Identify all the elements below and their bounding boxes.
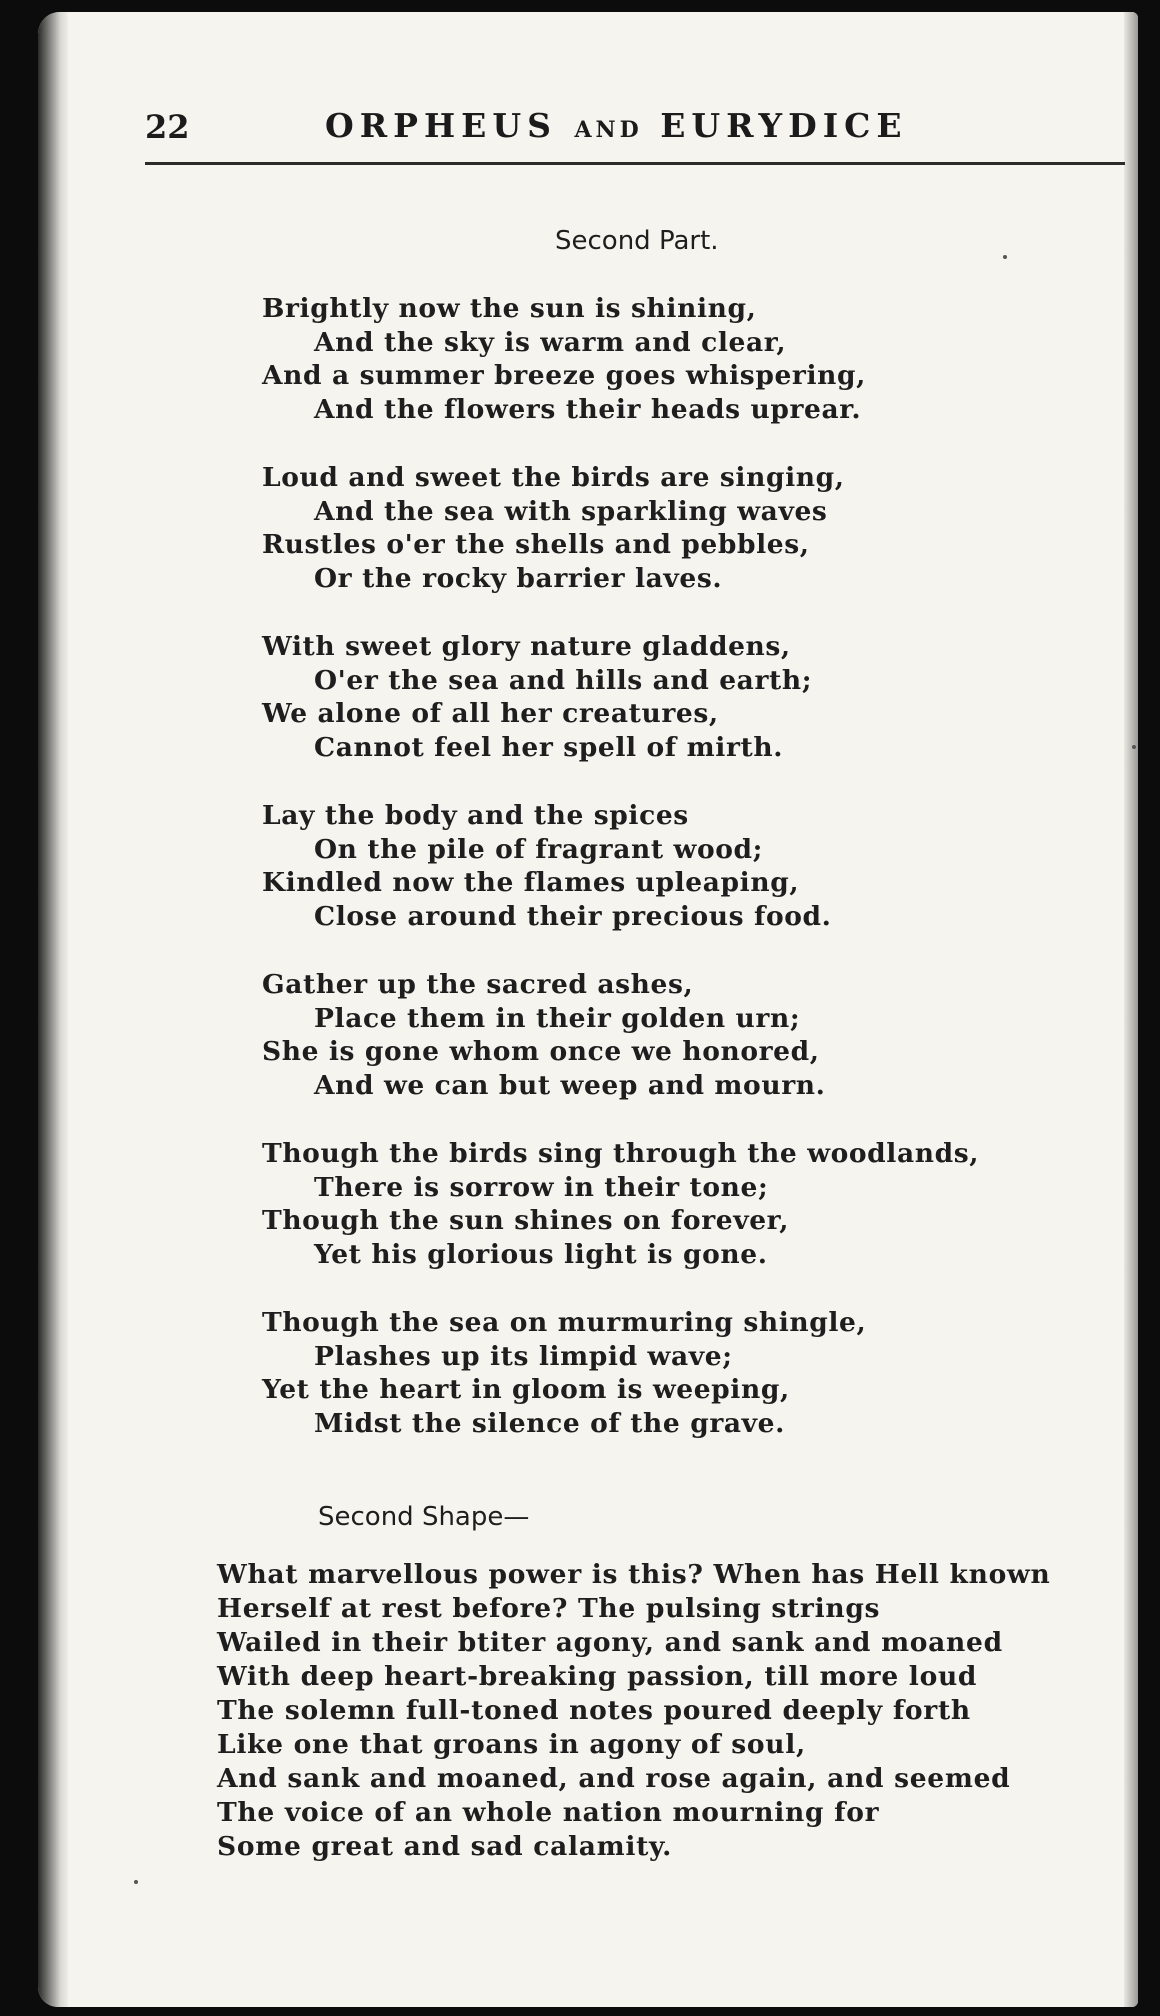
speech-line: Like one that groans in agony of soul,: [217, 1729, 806, 1760]
verse-line: Loud and sweet the birds are singing,: [262, 462, 845, 493]
verse-line: Or the rocky barrier laves.: [314, 562, 723, 594]
stanza: [262, 1137, 1082, 1271]
verse-line: Kindled now the flames upleaping,: [262, 867, 800, 898]
page-number: 22: [145, 108, 190, 146]
speech-text: [217, 1558, 1097, 1864]
header-rule: [145, 162, 1125, 165]
verse-line: With sweet glory nature gladdens,: [262, 631, 791, 662]
verse-line: She is gone whom once we honored,: [262, 1036, 820, 1067]
running-header: [145, 108, 1125, 168]
page-edge-right: [1124, 12, 1138, 2007]
page-edge-left: [38, 12, 68, 2007]
title-word-orpheus: ORPHEUS: [325, 106, 557, 145]
poem-verse: [262, 292, 1082, 1475]
speech-line: Some great and sad calamity.: [217, 1831, 673, 1862]
speech-line: And sank and moaned, and rose again, and seemed: [217, 1763, 1011, 1794]
verse-line: Though the birds sing through the woodlands,: [262, 1138, 980, 1169]
verse-line: Yet the heart in gloom is weeping,: [262, 1374, 790, 1405]
speech-line: The solemn full-toned notes poured deeply forth: [217, 1695, 971, 1726]
verse-line: Though the sea on murmuring shingle,: [262, 1307, 867, 1338]
title-word-and: AND: [574, 117, 643, 143]
speech-line: The voice of an whole nation mourning for: [217, 1797, 880, 1828]
verse-line: And the sea with sparkling waves: [314, 495, 828, 527]
section-title: Second Part.: [555, 226, 719, 256]
speaker-label: Second Shape—: [318, 1502, 530, 1532]
verse-line: Brightly now the sun is shining,: [262, 293, 757, 324]
verse-line: And we can but weep and mourn.: [314, 1069, 826, 1101]
title-word-eurydice: EURYDICE: [660, 106, 908, 145]
verse-line: Lay the body and the spices: [262, 800, 689, 831]
speech-line: With deep heart-breaking passion, till more loud: [217, 1661, 978, 1692]
verse-line: On the pile of fragrant wood;: [314, 833, 764, 865]
paper-speck: [1132, 745, 1136, 749]
stanza: [262, 292, 1082, 426]
verse-line: And the sky is warm and clear,: [314, 326, 787, 358]
stanza: [262, 461, 1082, 595]
speech-line: Wailed in their btiter agony, and sank and moaned: [217, 1627, 1003, 1658]
verse-line: And the flowers their heads uprear.: [314, 393, 862, 425]
verse-line: Gather up the sacred ashes,: [262, 969, 694, 1000]
verse-line: Close around their precious food.: [314, 900, 832, 932]
paper-speck: [134, 1880, 138, 1884]
stanza: [262, 1306, 1082, 1440]
running-title: [325, 106, 908, 145]
verse-line: We alone of all her creatures,: [262, 698, 719, 729]
verse-line: O'er the sea and hills and earth;: [314, 664, 813, 696]
stanza: [262, 968, 1082, 1102]
verse-line: Yet his glorious light is gone.: [314, 1238, 768, 1270]
verse-line: Rustles o'er the shells and pebbles,: [262, 529, 810, 560]
paper-speck: [1003, 255, 1007, 259]
verse-line: Though the sun shines on forever,: [262, 1205, 790, 1236]
stanza: [262, 799, 1082, 933]
verse-line: Midst the silence of the grave.: [314, 1407, 785, 1439]
verse-line: There is sorrow in their tone;: [314, 1171, 769, 1203]
speech-line: What marvellous power is this? When has Hell known: [217, 1559, 1051, 1590]
stanza: [262, 630, 1082, 764]
speech-line: Herself at rest before? The pulsing strings: [217, 1593, 881, 1624]
verse-line: Place them in their golden urn;: [314, 1002, 801, 1034]
verse-line: And a summer breeze goes whispering,: [262, 360, 866, 391]
verse-line: Plashes up its limpid wave;: [314, 1340, 733, 1372]
verse-line: Cannot feel her spell of mirth.: [314, 731, 784, 763]
